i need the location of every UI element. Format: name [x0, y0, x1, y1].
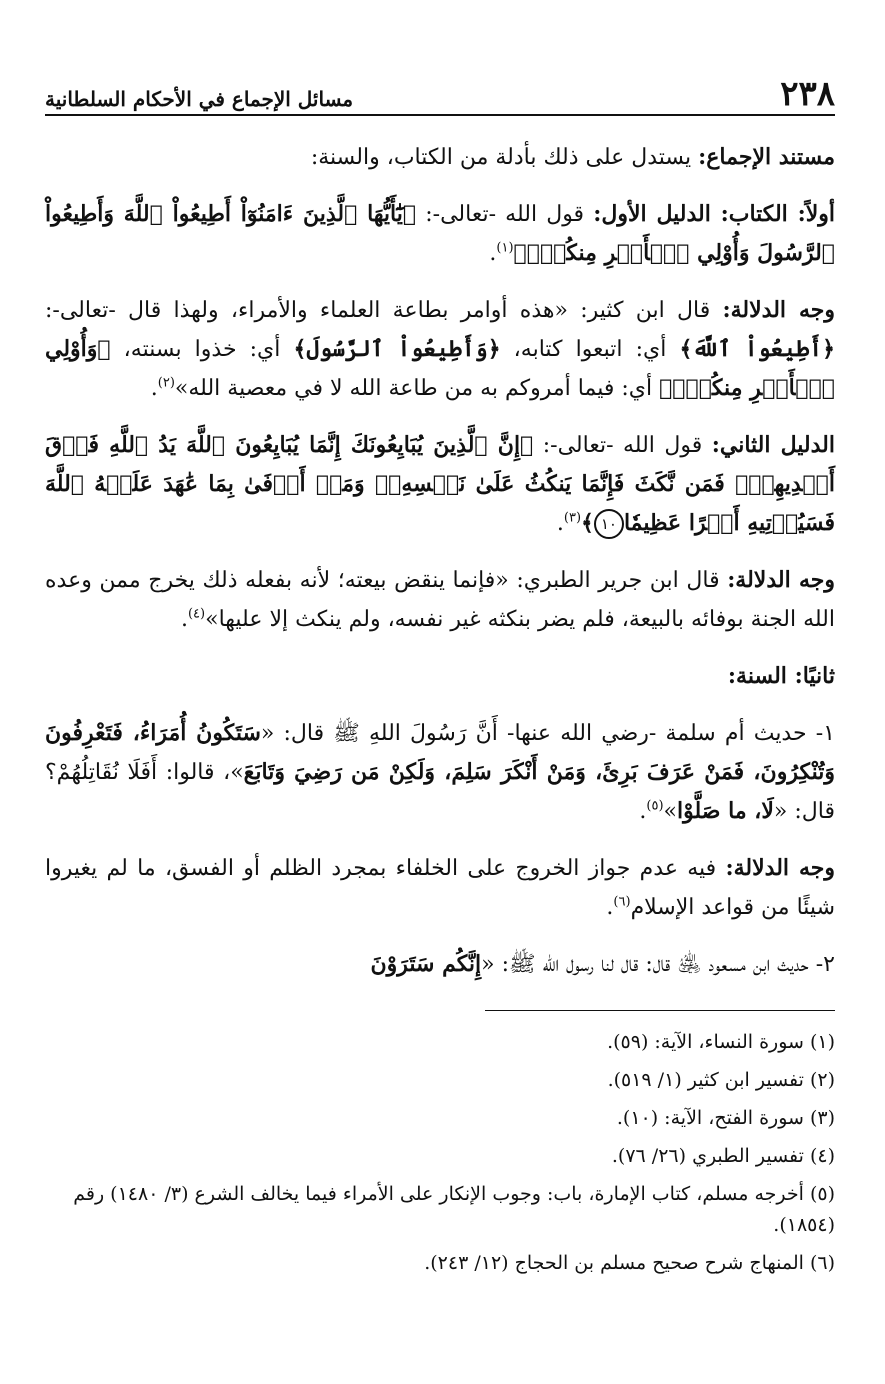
- punctuation: .: [489, 241, 497, 266]
- paragraph-evidence-explanation-3: [45, 849, 835, 927]
- quran-verse: ﴿وَأُوْلِي ٱلۡأَمۡرِ مِنكُمۡۖ﴾: [45, 336, 835, 401]
- footnote-number: (١): [809, 1031, 835, 1053]
- quran-verse: ﴿وَأَطِيعُواْ ٱلرَّسُولَ﴾: [293, 336, 501, 362]
- paragraph-ijma-basis: [45, 138, 835, 177]
- paragraph-text: فيه عدم جواز الخروج على الخلفاء بمجرد الظلم أو الفسق، ما لم يغيروا شيئًا من قواعد الإسلام: [45, 856, 835, 920]
- paragraph-label: وجه الدلالة:: [727, 567, 835, 593]
- paragraph-text: »: [663, 799, 678, 824]
- footnote-number: (٦): [809, 1252, 835, 1274]
- paragraph-text: يستدل على ذلك بأدلة من الكتاب، والسنة:: [310, 145, 699, 170]
- quran-verse: ﴿إِنَّ ٱلَّذِينَ يُبَايِعُونَكَ إِنَّمَا يُبَايِعُونَ ٱللَّهَ يَدُ ٱللَّهِ فَوۡقَ أَيۡدِيهِمۡۚ فَمَن نَّكَثَ فَإِنَّمَا يَنكُثُ عَلَىٰ نَفۡسِهِۦۖ وَمَنۡ أَوۡفَىٰ بِمَا عَٰهَدَ عَلَيۡهُ ٱللَّهَ فَسَيُؤۡتِيهِ أَجۡرًا عَظِيمٗا: [45, 432, 835, 536]
- page-body: [45, 138, 835, 984]
- footnote-number: (٣): [809, 1107, 835, 1129]
- paragraph-text: أي: اتبعوا كتابه،: [500, 337, 680, 362]
- paragraph-hadith-1: [45, 714, 835, 831]
- footnote: [45, 1027, 835, 1058]
- paragraph-text: أي: فيما أمروكم به من طاعة الله لا في معصية الله»: [174, 376, 660, 401]
- footnote: [45, 1179, 835, 1241]
- paragraph-first-evidence: [45, 195, 835, 273]
- punctuation: .: [180, 607, 188, 632]
- footnote-text: أخرجه مسلم، كتاب الإمارة، باب: وجوب الإنكار على الأمراء فيما يخالف الشرع (٣/ ١٤٨٠) رقم (١٨٥٤).: [73, 1183, 835, 1236]
- section-heading: ثانيًا: السنة:: [727, 663, 835, 689]
- paragraph-label: وجه الدلالة:: [725, 855, 835, 881]
- footnote-ref[interactable]: (٣): [563, 510, 582, 526]
- footnote-ref[interactable]: (٥): [646, 798, 664, 814]
- paragraph-evidence-explanation-1: [45, 291, 835, 408]
- ayah-number-marker: ١٠: [594, 509, 624, 539]
- punctuation: .: [556, 511, 564, 536]
- paragraph-text: »، قالوا: أَفَلَا نُقَاتِلُهُمْ؟ قال: «: [45, 760, 835, 824]
- punctuation: .: [639, 799, 647, 824]
- page-header: [45, 70, 835, 116]
- quran-verse: ﴿أَطِيعُواْ ٱللَّهَ﴾: [679, 336, 835, 362]
- footnote: [45, 1065, 835, 1096]
- paragraph-text: قول الله -تعالى-:: [416, 202, 594, 227]
- paragraph-label: أولاً: الكتاب: الدليل الأول:: [593, 201, 835, 227]
- section-heading-sunnah: [45, 657, 835, 696]
- footnote-number: (٤): [809, 1145, 835, 1167]
- book-page: [45, 70, 835, 1364]
- footnote-number: (٢): [809, 1069, 835, 1091]
- punctuation: .: [606, 895, 614, 920]
- paragraph-text: ١- حديث أم سلمة -رضي الله عنها- أَنَّ رَسُولَ اللهِ ﷺ قال: «: [260, 721, 835, 746]
- footnote: [45, 1103, 835, 1134]
- footnote-ref[interactable]: (١): [496, 240, 514, 256]
- paragraph-label: مستند الإجماع:: [698, 144, 835, 170]
- paragraph-text: قال ابن كثير: «هذه أوامر بطاعة العلماء والأمراء، ولهذا قال -تعالى-:: [45, 298, 723, 323]
- punctuation: .: [150, 376, 158, 401]
- footnote: [45, 1248, 835, 1279]
- footnote-text: تفسير ابن كثير (١/ ٥١٩).: [607, 1069, 804, 1091]
- footnote-number: (٥): [809, 1183, 835, 1205]
- hadith-text: لَا، ما صَلَّوْا: [677, 798, 774, 824]
- footnote-text: المنهاج شرح صحيح مسلم بن الحجاج (١٢/ ٢٤٣).: [424, 1252, 804, 1274]
- paragraph-text: ٢- حديث ابن مسعود ﵁ قال: قال لنا رسول الله ﷺ: «: [481, 952, 835, 977]
- paragraph-text: قال ابن جرير الطبري: «فإنما ينقض بيعته؛ لأنه بفعله ذلك يخرج ممن وعده الله الجنة بوفائه بالبيعة، فلم يضر بنكثه غير نفسه، ولم ينكث إلا عليها»: [45, 568, 835, 632]
- footnote-text: تفسير الطبري (٢٦/ ٧٦).: [611, 1145, 804, 1167]
- quran-bracket: ﴾: [581, 510, 594, 536]
- footnote-text: سورة النساء، الآية: (٥٩).: [607, 1031, 804, 1053]
- paragraph-hadith-2: [45, 945, 835, 984]
- footnotes: [45, 1027, 835, 1279]
- quran-verse: ﴿يَٰٓأَيُّهَا ٱلَّذِينَ ءَامَنُوٓاْ أَطِيعُواْ ٱللَّهَ وَأَطِيعُواْ ٱلرَّسُولَ وَأُوْلِي ٱلۡأَمۡرِ مِنكُمۡۖ﴾: [45, 201, 835, 266]
- footnote: [45, 1141, 835, 1172]
- paragraph-second-evidence: [45, 426, 835, 543]
- hadith-text: سَتَكُونُ أُمَرَاءُ، فَتَعْرِفُونَ وَتُنْكِرُونَ، فَمَنْ عَرَفَ بَرِئَ، وَمَنْ أَنْكَرَ سَلِمَ، وَلَكِنْ مَن رَضِيَ وَتَابَعَ: [45, 720, 835, 785]
- footnote-text: سورة الفتح، الآية: (١٠).: [616, 1107, 804, 1129]
- paragraph-evidence-explanation-2: [45, 561, 835, 639]
- running-title: مسائل الإجماع في الأحكام السلطانية: [45, 87, 354, 111]
- footnote-ref[interactable]: (٤): [187, 606, 206, 622]
- footnote-ref[interactable]: (٦): [613, 894, 631, 910]
- paragraph-text: أي: خذوا بسنته،: [110, 337, 294, 362]
- footnote-separator: [485, 1010, 835, 1011]
- hadith-text: إِنَّكُم سَتَرَوْنَ: [370, 951, 482, 977]
- footnote-ref[interactable]: (٢): [157, 375, 175, 391]
- paragraph-label: وجه الدلالة:: [722, 297, 835, 323]
- paragraph-label: الدليل الثاني:: [711, 432, 835, 458]
- page-number: ٢٣٨: [780, 74, 835, 114]
- paragraph-text: قول الله -تعالى-:: [533, 433, 712, 458]
